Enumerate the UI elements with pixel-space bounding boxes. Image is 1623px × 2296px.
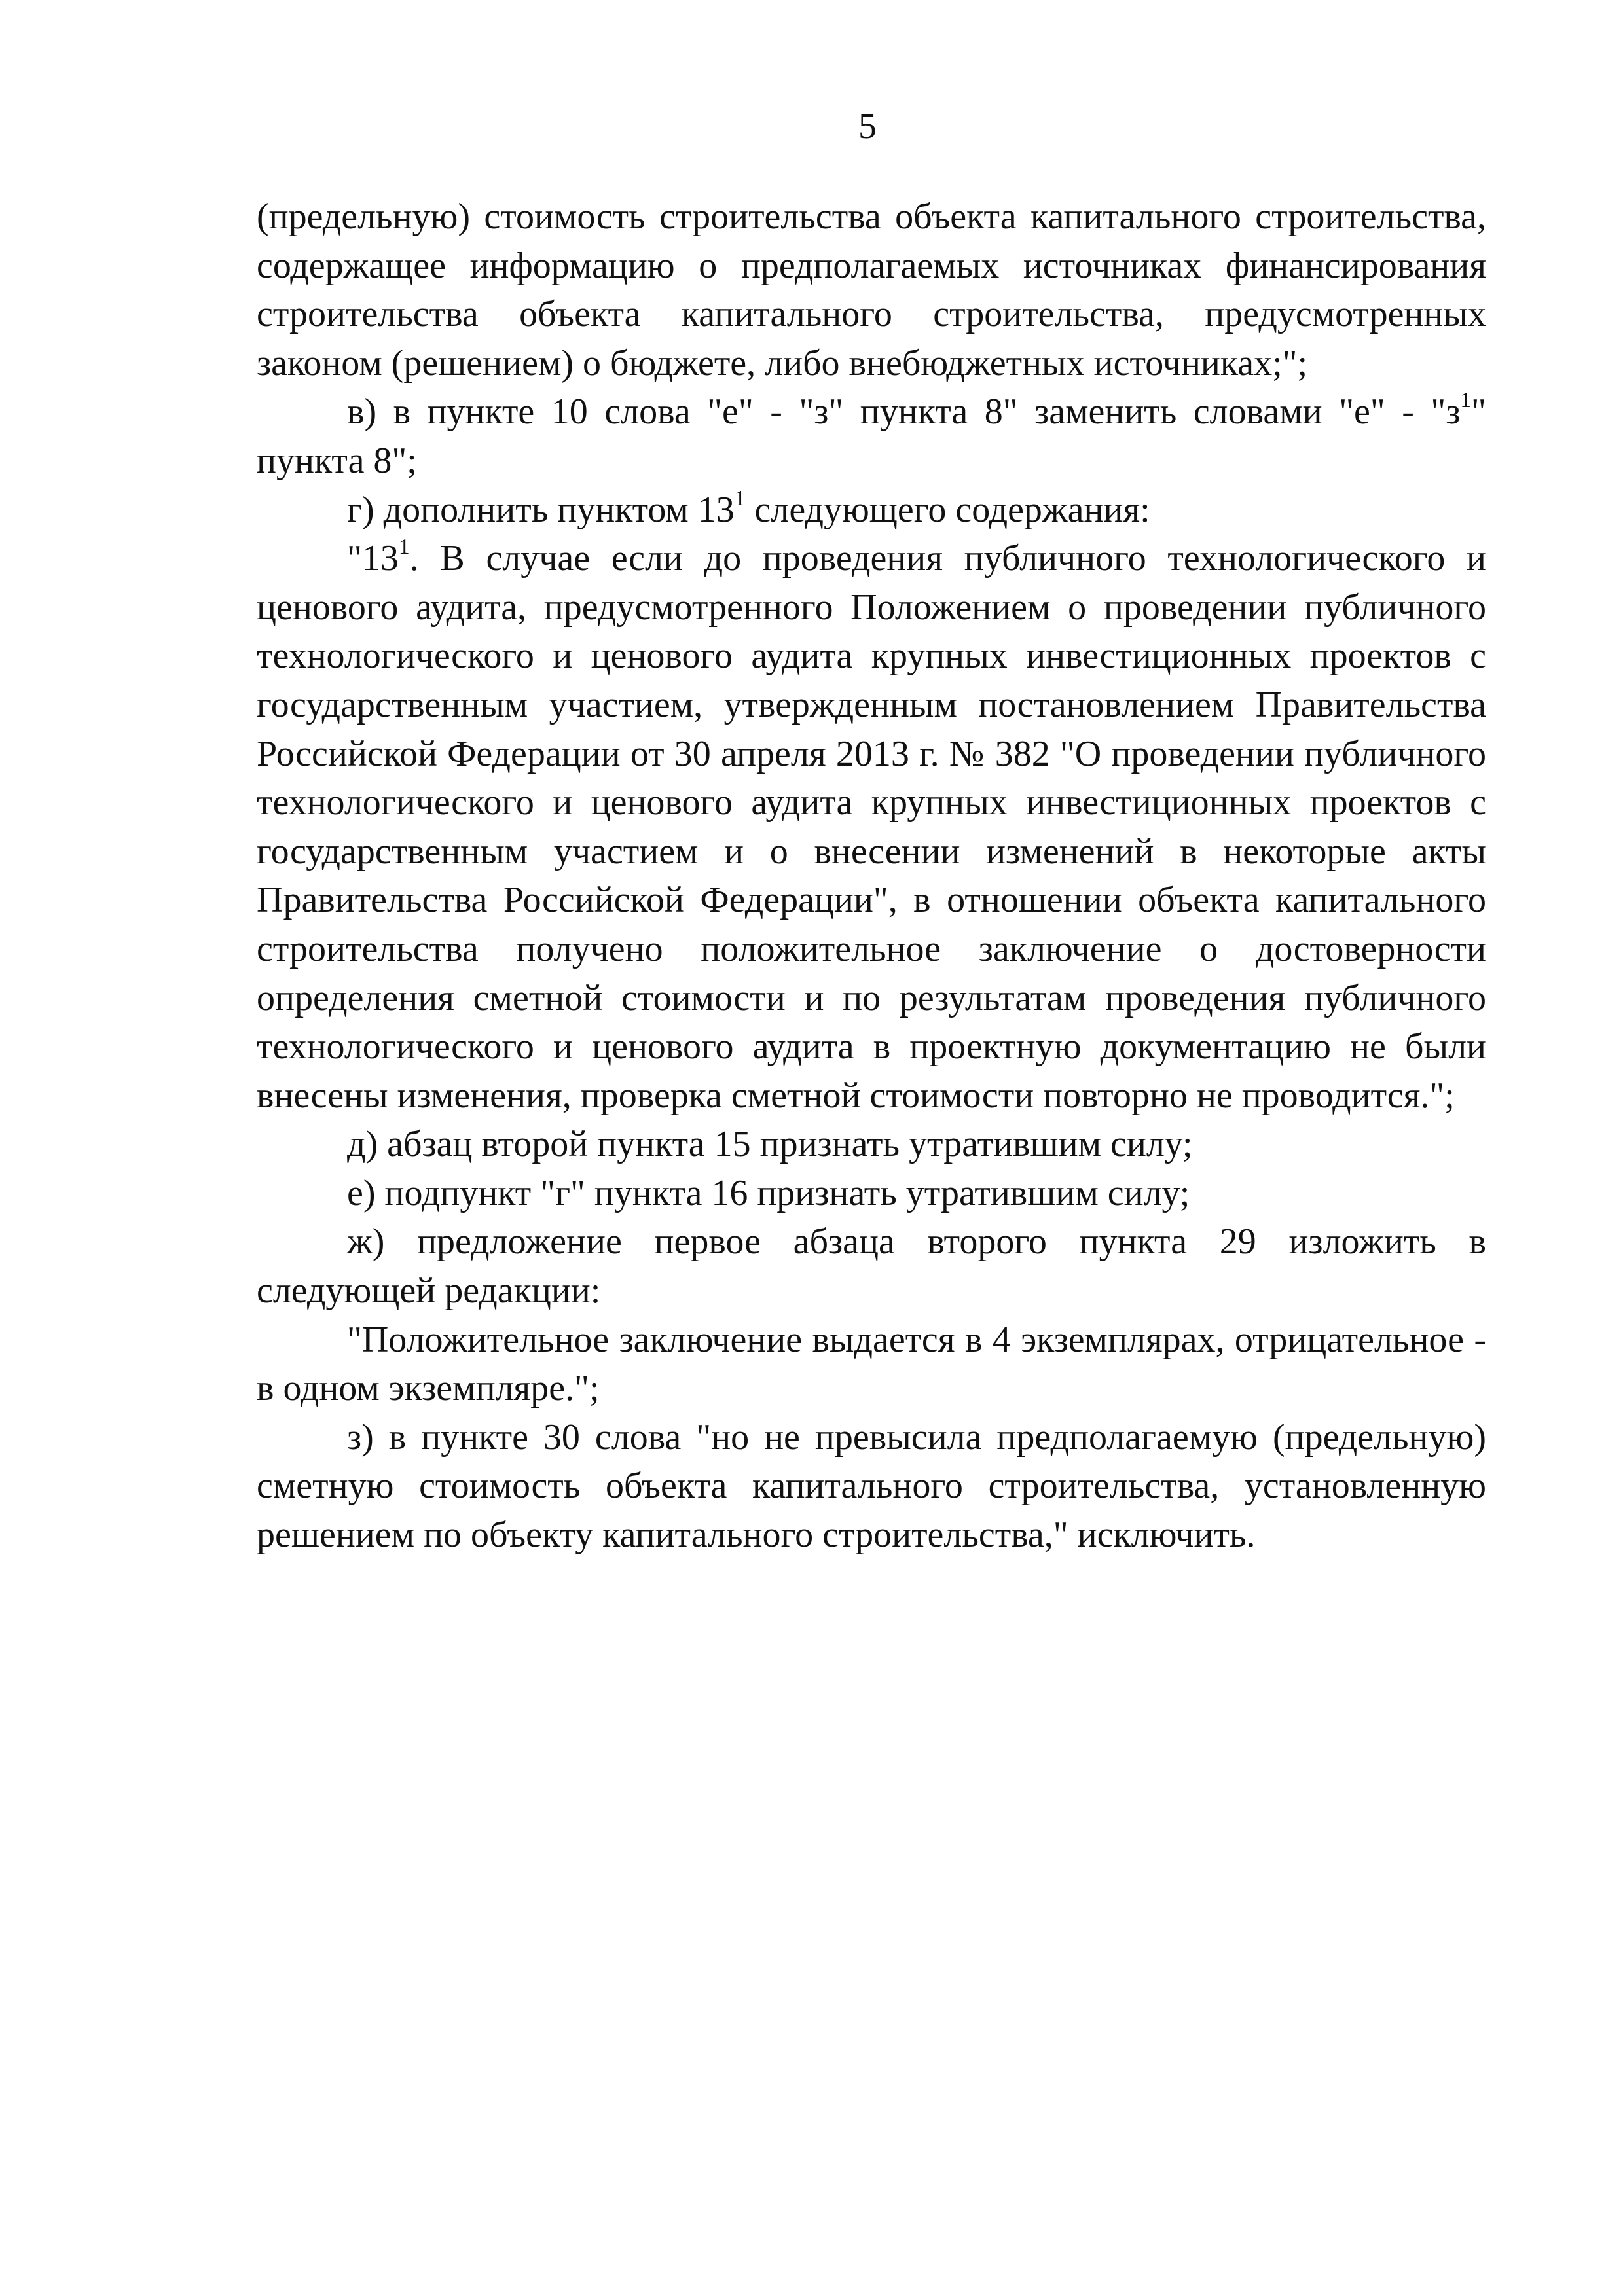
paragraph-continuation: (предельную) стоимость строительства объекта капитального строительства, содержащее информацию о предполагаемых источниках финансирования строительства объекта капитального строительства, предусмотренных законом (решением) о бюджете, либо внебюджетных источниках;"; [257,196,1486,384]
paragraph-item-e: е) подпункт "г" пункта 16 признать утратившим силу; [347,1172,1190,1213]
superscript: 1 [734,486,746,511]
paragraph-item-d: д) абзац второй пункта 15 признать утратившим силу; [347,1124,1193,1165]
paragraph-text: " пункта 8"; [257,391,1486,481]
document-body [257,192,1486,1560]
paragraph-point-13-1 [257,534,1486,1120]
superscript: 1 [398,534,410,559]
paragraph-item-zh: ж) предложение первое абзаца второго пункта 29 изложить в следующей редакции: [257,1221,1486,1312]
paragraph-text: следующего содержания: [745,489,1150,530]
paragraph-item-g [257,486,1486,535]
paragraph-item-z: з) в пункте 30 слова "но не превысила предполагаемую (предельную) сметную стоимость объекта капитального строительства, установленную решением по объекту капитального строительства," исключить. [257,1416,1486,1556]
paragraph-item-v [257,387,1486,485]
paragraph-text: . В случае если до проведения публичного технологического и ценового аудита, предусмотренного Положением о проведении публичного технологического и ценового аудита крупных инвестиционных проектов с государственным участием, утвержденным постановлением Правительства Российской Федерации от 30 апреля 2013 г. № 382 "О проведении публичного технологического и ценового аудита крупных инвестиционных проектов с государственным участием и о внесении изменений в некоторые акты Правительства Российской Федерации", в отношении объекта капитального строительства получено положительное заключение о достоверности определения сметной стоимости и по результатам проведения публичного технологического и ценового аудита в проектную документацию не были внесены изменения, проверка сметной стоимости повторно не проводится."; [257,538,1486,1116]
paragraph-text: "13 [347,538,399,579]
paragraph-quote: "Положительное заключение выдается в 4 экземплярах, отрицательное - в одном экземпляре."; [257,1319,1486,1409]
paragraph-text: г) дополнить пунктом 13 [347,489,735,530]
paragraph-text: в) в пункте 10 слова "е" - "з" пункта 8" заменить словами "е" - "з [347,391,1461,433]
superscript: 1 [1460,388,1472,413]
page-number: 5 [858,106,877,147]
